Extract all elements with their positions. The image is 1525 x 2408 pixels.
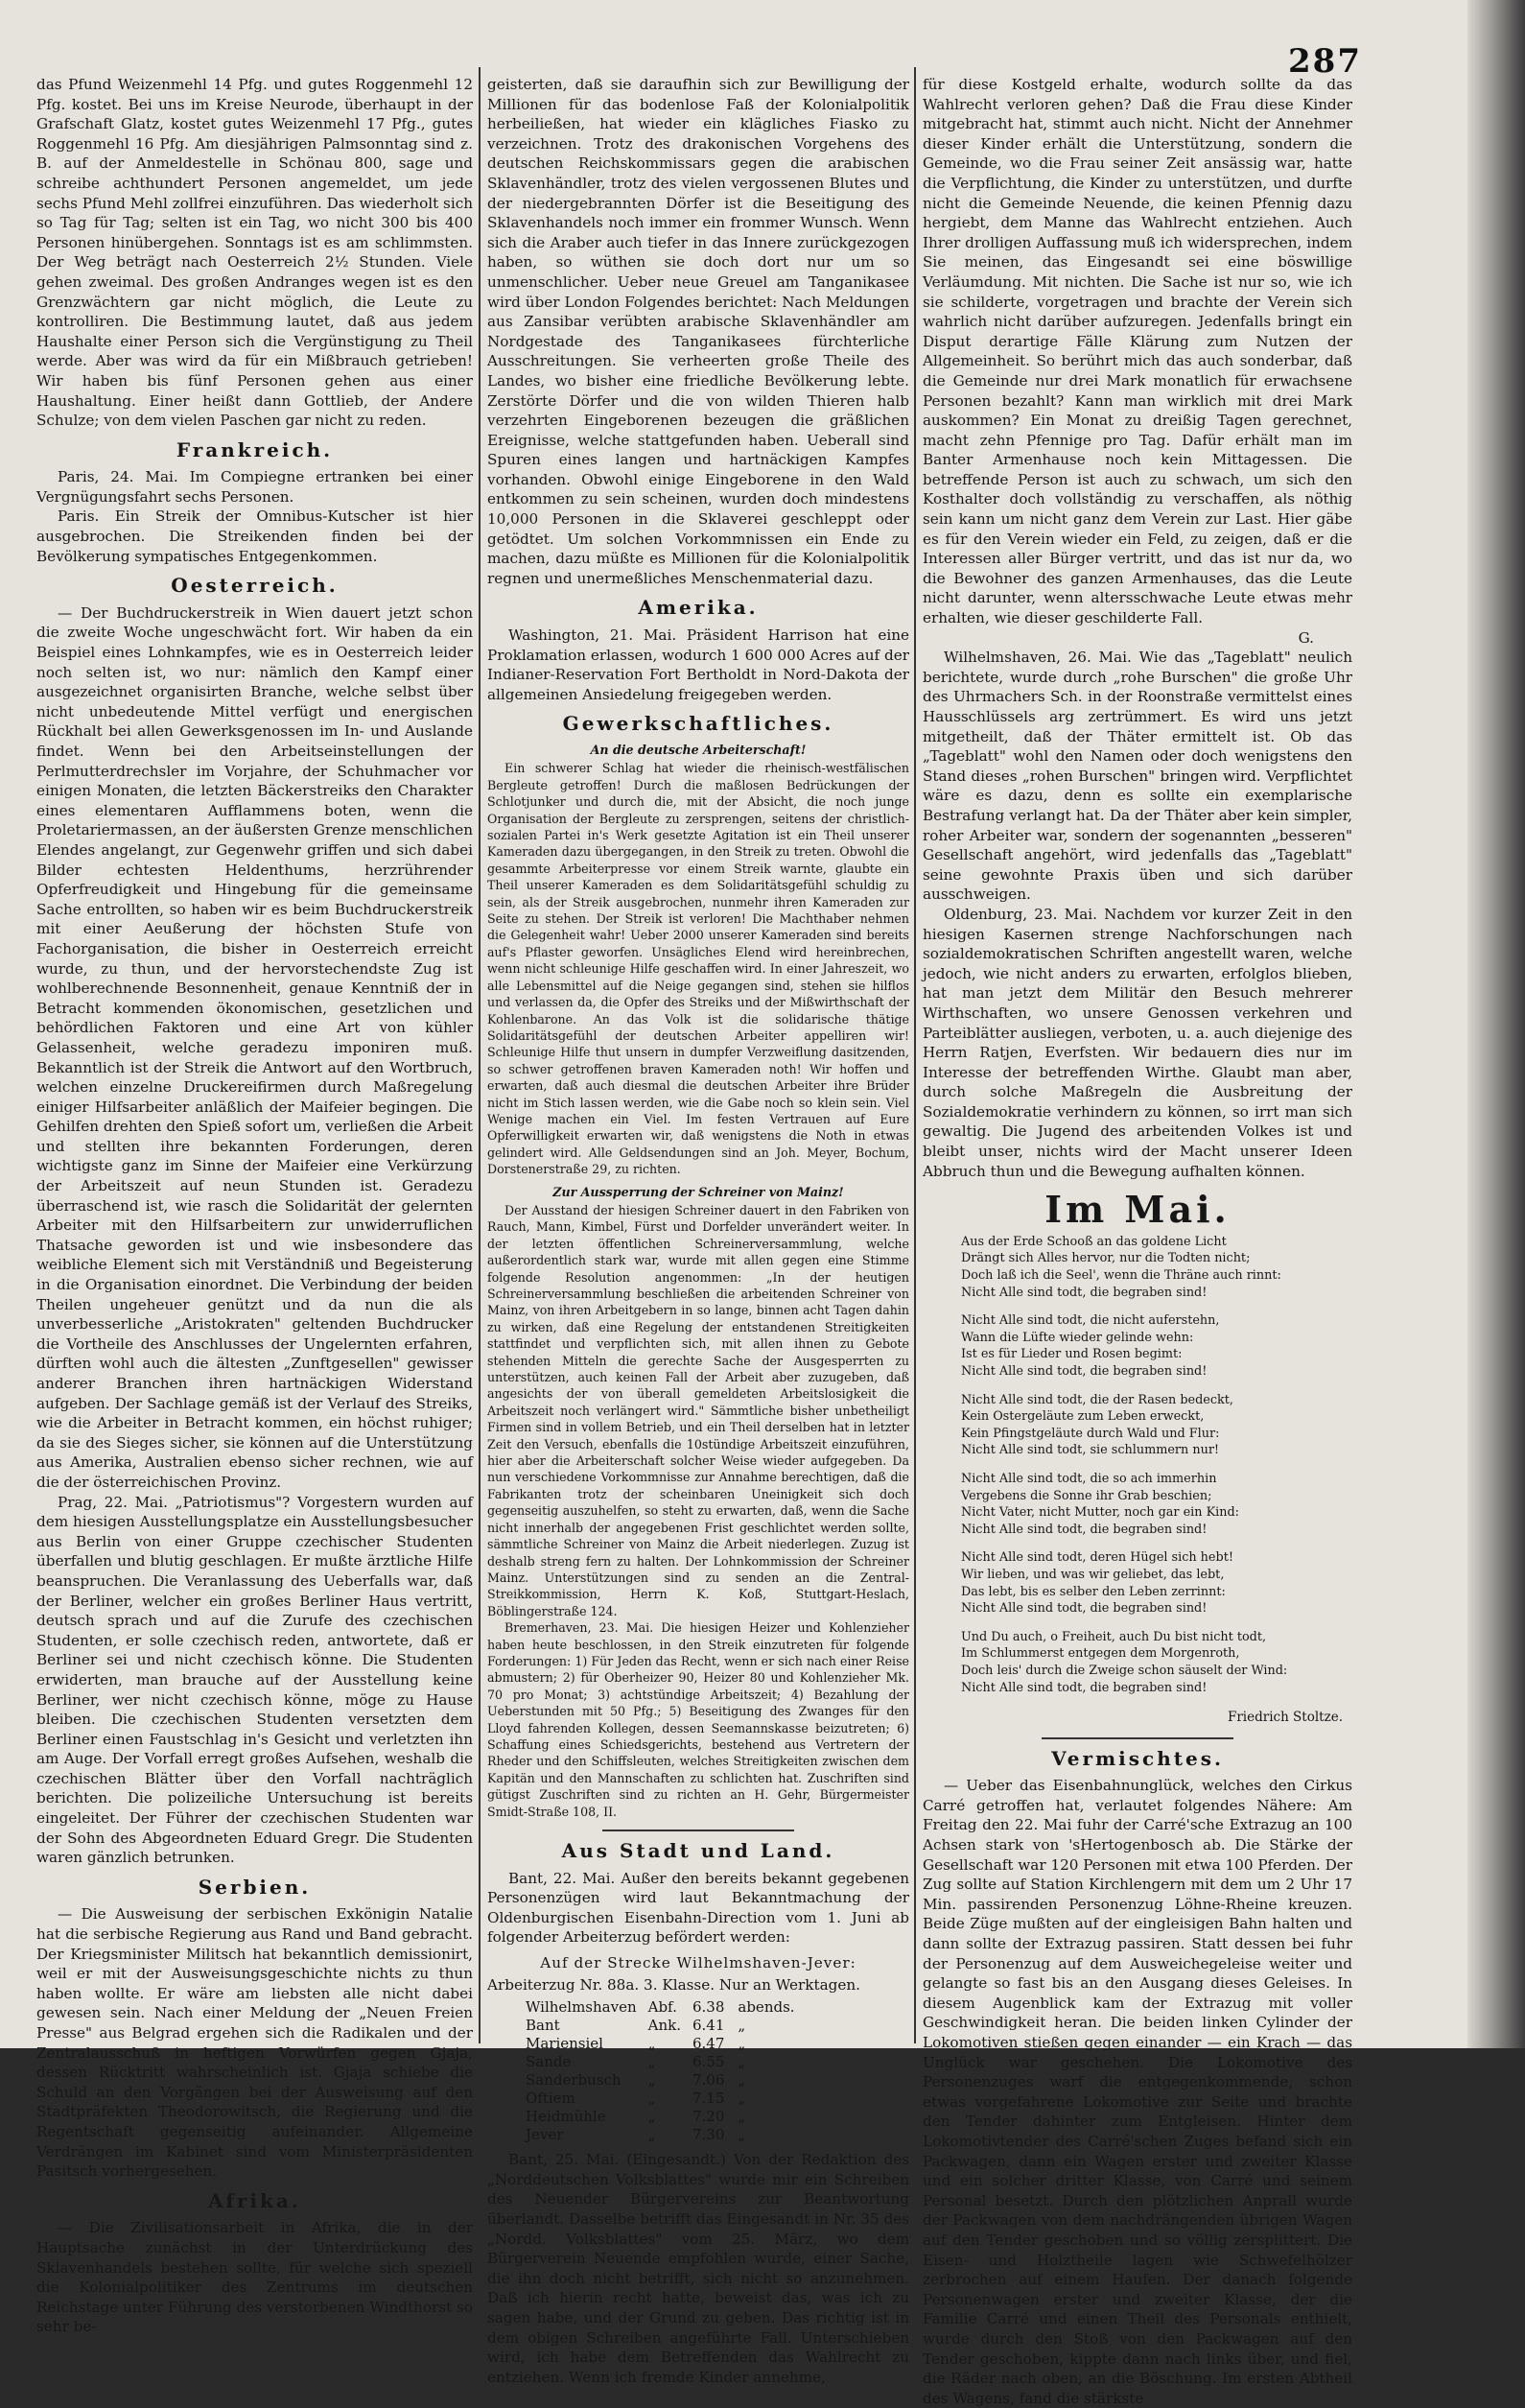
poem-line: Nicht Alle sind todt, die begraben sind! — [961, 1364, 1208, 1379]
timetable-mark: „ — [647, 2035, 656, 2053]
column-1 — [36, 75, 473, 2336]
timetable-row — [526, 1998, 807, 2017]
poem-line: Vergebens die Sonne ihr Grab beschien; — [961, 1488, 1212, 1503]
poem-line: Nicht Alle sind todt, die so ach immerhin — [961, 1471, 1217, 1486]
poem-line: Nicht Alle sind todt, die begraben sind! — [961, 1522, 1208, 1537]
poem-line: Drängt sich Alles hervor, nur die Todten nicht; — [961, 1251, 1251, 1266]
page-edge — [1467, 0, 1525, 2048]
article-oldenburg: Oldenburg, 23. Mai. Nachdem vor kurzer Zeit in den hiesigen Kasernen strenge Nachforschungen nach sozialdemokratischen Schriften angestellt waren, welche jedoch, wie nicht anders zu erwarten, erfolglos blieben, hat man jetzt dem Militär den Besuch mehrerer Wirthschaften, wo unsere Genossen verkehren und Parteiblätter ausliegen, verboten, u. a. auch diejenige des Herrn Ratjen, Everfsten. Wir bedauern dies nur im Interesse der betreffenden Wirthe. Glaubt man aber, durch solche Maßregeln die Ausbreitung der Sozialdemokratie verhindern zu können, so irrt man sich gewaltig. Die Jugend des arbeitenden Volkes ist und bleibt unser, nichts wird der Macht unserer Ideen Abbruch thun und die Bewegung aufhalten können. — [923, 905, 1352, 1180]
timetable-time: 6.47 — [692, 2035, 725, 2053]
timetable-station: Bant — [526, 2017, 560, 2035]
poem-line: Aus der Erde Schooß an das goldene Licht — [961, 1234, 1227, 1249]
timetable-note: abends. — [738, 1998, 795, 2017]
section-divider — [602, 1830, 794, 1831]
article-paragraph: das Pfund Weizenmehl 14 Pfg. und gutes Roggenmehl 12 Pfg. kostet. Bei uns im Kreise Neurode, überhaupt in der Grafschaft Glatz, kostet gutes Weizenmehl 17 Pfg., gutes Roggenmehl 16 Pfg. Am diesjährigen Palmsonntag sind z. B. auf der Anmeldestelle in Schönau 800, sage und schreibe achthundert Personen angemeldet, um jede sechs Pfund Mehl zollfrei einzuführen. Das wiederholt sich so Tag für Tag; selten ist ein Tag, wo nicht 300 bis 400 Personen hinübergehen. Sonntags ist es am schlimmsten. Der Weg beträgt nach Oesterreich 2½ Stunden. Viele gehen zweimal. Des großen Andranges wegen ist es den Grenzwächtern gar nicht möglich, die Leute zu kontrolliren. Die Bestimmung lautet, daß aus jedem Haushalte einer Person sich die Vergünstigung zu Theil werde. Aber was wird da für ein Mißbrauch getrieben! Wir haben bis fünf Personen gehen aus einer Haushaltung. Einer heißt dann Gottlieb, der Andere Schulze; von dem vielen Paschen gar nicht zu reden. — [36, 76, 473, 430]
poem-line: Nicht Alle sind todt, sie schlummern nur! — [961, 1443, 1220, 1458]
article-afrika-continued: geisterten, daß sie daraufhin sich zur Bewilligung der Millionen für das bodenlose Faß der Kolonialpolitik herbeiließen, hat wieder ein klägliches Fiasko zu verzeichnen. Trotz des drakonischen Vorgehens des deutschen Reichskommissars gegen die arabischen Sklavenhändler, trotz des vielen vergossenen Blutes und der niedergebrannten Dörfer ist die Beseitigung des Sklavenhandels noch immer ein frommer Wunsch. Wenn sich die Araber auch tiefer in das Innere zurückgezogen haben, so wüthen sie doch dort nur um so unmenschlicher. Ueber neue Greuel am Tanganikasee wird über London Folgendes berichtet: Nach Meldungen aus Zansibar verübten arabische Sklavenhändler am Nordgestade des Tanganikasees fürchterliche Ausschreitungen. Sie verheerten große Theile des Landes, wo bisher eine friedliche Bevölkerung lebte. Zerstörte Dörfer und die von wilden Thieren halb verzehrten Eingeborenen bezeugen die gräßlichen Ereignisse, welche stattgefunden haben. Ueberall sind Spuren eines langen und hartnäckigen Kampfes vorhanden. Obwohl einige Eingeborene in den Wald entkommen zu sein scheinen, wurden doch mindestens 10,000 Personen in die Sklaverei geschleppt oder getödtet. Um solchen Vorkommnissen ein Ende zu machen, dazu müßte es Millionen für die Kolonialpolitik regnen und unermeßliches Menschenmaterial dazu. — [487, 76, 909, 587]
poem-line: Das lebt, bis es selber den Leben zerrinnt: — [961, 1584, 1226, 1599]
article-paris-2: Paris. Ein Streik der Omnibus-Kutscher ist hier ausgebrochen. Die Streikenden finden bei der Bevölkerung sympatisches Entgegenkommen. — [36, 508, 473, 565]
poem-line: Kein Ostergeläute zum Leben erweckt, — [961, 1409, 1205, 1425]
poem-stanza — [961, 1392, 1352, 1459]
timetable-time: 7.15 — [692, 2089, 725, 2108]
signature: G. — [1298, 628, 1314, 647]
timetable-station: Oftiem — [526, 2089, 575, 2108]
article-prag: Prag, 22. Mai. „Patriotismus"? Vorgestern wurden auf dem hiesigen Ausstellungsplatze ein Ausstellungsbesucher aus Berlin von einer Gruppe czechischer Studenten überfallen und blutig geschlagen. Er mußte ärztliche Hilfe beanspruchen. Die Veranlassung des Ueberfalls war, daß der Berliner, welcher ein großes Berliner Haus vertritt, deutsch sprach und auf die Zurufe des czechischen Studenten, er solle czechisch reden, antwortete, daß er Berliner sei und nicht czechisch könne. Die Studenten erwiderten, man brauche auf der Ausstellung keine Berliner, wer nicht czechisch könne, möge zu Hause bleiben. Die czechischen Studenten versetzten dem Berliner einen Faustschlag in's Gesicht und verletzten ihn am Auge. Der Vorfall erregt großes Aufsehen, weshalb die czechischen Blätter über den Vorfall nachträglich berichten. Die polizeiliche Untersuchung ist bereits eingeleitet. Der Führer der czechischen Studenten war der Sohn des Abgeordneten Eduard Gregr. Die Studenten waren gänzlich betrunken. — [36, 1493, 473, 1867]
timetable-mark: „ — [647, 2089, 656, 2108]
section-heading-stadt-und-land: Aus Stadt und Land. — [561, 1839, 835, 1862]
poem-line: Nicht Alle sind todt, die begraben sind! — [961, 1680, 1208, 1695]
timetable-station: Sanderbusch — [526, 2071, 622, 2089]
poem-line: Nicht Alle sind todt, die nicht auferstehn, — [961, 1313, 1220, 1329]
poem-line: Ist es für Lieder und Rosen begimt: — [961, 1347, 1183, 1362]
article-serbien: — Die Ausweisung der serbischen Exkönigin Natalie hat die serbische Regierung aus Rand und Band gebracht. Der Kriegsminister Militsch hat bekanntlich demissionirt, weil er mit der Ausweisungsgeschichte nichts zu thun haben wollte. Er wäre am liebsten alle nicht dabei gewesen sein. Nach einer Meldung der „Neuen Freien Presse" aus Belgrad ergehen sich die Radikalen und der Zentralausschuß in heftigen Vorwürfen gegen Gjaja, dessen Rücktritt wahrscheinlich ist. Gjaja schiebe die Schuld an den Vorgängen bei der Ausweisung auf den Stadtpräfekten Theodorowitsch, die Regierung und die Regentschaft gegenseitig aufeinander. Allgemeine Verdrängen im Kabinet sind vom Ministerpräsidenten Pasitsch vorhergesehen. — [36, 1905, 473, 2181]
poem-stanza — [961, 1471, 1352, 1538]
article-bant-1: Bant, 22. Mai. Außer den bereits bekannt gegebenen Personenzügen wird laut Bekanntmachung der Oldenburgischen Eisenbahn-Direction vom 1. Juni ab folgender Arbeiterzug befördert werden: — [487, 1869, 909, 1947]
timetable-time: 6.55 — [692, 2053, 725, 2071]
timetable-mark: Abf. — [647, 1998, 677, 2017]
timetable-row — [526, 2089, 807, 2108]
timetable-row — [526, 2108, 807, 2126]
article-paris-1: Paris, 24. Mai. Im Compiegne ertranken bei einer Vergnügungsfahrt sechs Personen. — [36, 468, 473, 506]
subheading-mainz: Zur Aussperrung der Schreiner von Mainz! — [552, 1184, 844, 1199]
section-heading-oesterreich: Oesterreich. — [171, 574, 339, 598]
poem-author: Friedrich Stoltze. — [1227, 1710, 1343, 1726]
timetable-station: Heidmühle — [526, 2108, 606, 2126]
timetable-note: „ — [738, 2017, 746, 2035]
section-heading-gewerkschaftliches: Gewerkschaftliches. — [562, 712, 834, 736]
timetable-station: Sande — [526, 2053, 572, 2071]
article-afrika: — Die Zivilisationsarbeit in Afrika, die in der Hauptsache zunächst in der Unterdrückung des Sklavenhandels bestehen sollte, für welche sich speziell die Kolonialpolitiker des Zentrums im deutschen Reichstage unter Führung des verstorbenen Windthorst so sehr be- — [36, 2219, 473, 2336]
timetable-row — [526, 2126, 807, 2144]
column-3 — [923, 75, 1353, 2407]
article-bant-2: Bant, 25. Mai. (Eingesandt.) Von der Redaktion des „Norddeutschen Volksblattes" wurde mir ein Schreiben des Neuender Bürgervereins zur Beantwortung überlandt. Dasselbe betrifft das Eingesandt in Nr. 35 des „Nordd. Volksblattes" vom 25. März, wo dem Bürgerverein Neuende empfohlen wurde, einer Sache, die ihn doch nicht betrifft, sich nicht so anzunehmen. Daß ich hierin recht hatte, beweist das, was ich zu sagen habe, und der Grund zu geben. Das richtig ist in dem obigen Schreiben angeführte Fall. Unterschieben wird, ich habe dem Betreffenden das Wahlrecht zu entziehen. Wenn ich fremde Kinder annehme, — [487, 2151, 909, 2386]
section-heading-serbien: Serbien. — [198, 1875, 312, 1899]
article-washington: Washington, 21. Mai. Präsident Harrison hat eine Proklamation erlassen, wodurch 1 600 000 Acres auf der Indianer-Reservation Fort Bertholdt in Nord-Dakota der allgemeinen Ansiedelung freigegeben werden. — [487, 626, 909, 703]
subheading-arbeiterschaft: An die deutsche Arbeiterschaft! — [590, 743, 807, 757]
timetable-station: Jever — [526, 2126, 564, 2144]
column-2 — [487, 75, 909, 2386]
poem-stanza — [961, 1549, 1352, 1617]
poem-line: Nicht Alle sind todt, die begraben sind! — [961, 1601, 1208, 1617]
poem-line: Doch leis' durch die Zweige schon säuselt der Wind: — [961, 1663, 1288, 1678]
poem-title: Im Mai. — [1044, 1188, 1231, 1232]
timetable-mark: „ — [647, 2126, 656, 2144]
poem — [961, 1234, 1352, 1696]
poem-line: Kein Pfingstgeläute durch Wald und Flur: — [961, 1426, 1220, 1441]
timetable-mark: „ — [647, 2071, 656, 2089]
timetable-note: „ — [738, 2089, 746, 2108]
timetable-row — [526, 2071, 807, 2089]
timetable-mark: „ — [647, 2108, 656, 2126]
timetable — [526, 1998, 807, 2144]
timetable-mark: „ — [647, 2053, 656, 2071]
timetable-station: Wilhelmshaven — [526, 1998, 637, 2017]
timetable-note: „ — [738, 2071, 746, 2089]
timetable-row — [526, 2053, 807, 2071]
section-heading-frankreich: Frankreich. — [176, 437, 334, 461]
poem-line: Wann die Lüfte wieder gelinde wehn: — [961, 1330, 1194, 1345]
poem-stanza — [961, 1629, 1352, 1696]
timetable-mark: Ank. — [647, 2017, 681, 2035]
poem-line: Doch laß ich die Seel', wenn die Thräne auch rinnt: — [961, 1268, 1281, 1284]
poem-line: Nicht Alle sind todt, deren Hügel sich hebt! — [961, 1550, 1233, 1566]
timetable-station: Mariensiel — [526, 2035, 603, 2053]
timetable-row — [526, 2017, 807, 2035]
article-buchdruckerstreik: — Der Buchdruckerstreik in Wien dauert jetzt schon die zweite Woche ungeschwächt fort. Wir haben da ein Beispiel eines Lohnkampfes, wie es in Oesterreich leider noch selten ist, wo nur: nämlich den Kampf einer ausgezeichnet organisirten Branche, welche selbst über nicht unbedeutende Mittel verfügt und energischen Rückhalt bei allen Gewerksgenossen im In- und Auslande findet. Wenn bei den Arbeitseinstellungen der Perlmutterdrechsler im Vorjahre, der Schuhmacher vor einigen Monaten, die letzten Bäckerstreiks den Charakter eines elementaren Aufflammens boten, wenn die Proletariermassen, an der äußersten Grenze menschlichen Elendes angelangt, zur Gegenwehr griffen und sich dabei Bilder echtesten Heldenthums, herzrührender Opferfreudigkeit und Hingebung für die gemeinsame Sache entrollten, so haben wir es beim Buchdruckerstreik mit einer Aeußerung der höchsten Stufe von Fachorganisation, die bisher in Oesterreich erreicht wurde, zu thun, und der hervorstechendste Zug ist wohlberechnende Besonnenheit, genaue Kenntniß der in Betracht kommenden ökonomischen, gesetzlichen und behördlichen Faktoren und eine Art von kühler Gelassenheit, welche geradezu imponiren muß. Bekanntlich ist der Streik die Antwort auf den Wortbruch, welchen einzelne Druckereifirmen durch Maßregelung einiger Hilfsarbeiter anläßlich der Maifeier begingen. Die Gehilfen drehten den Spieß sofort um, verließen die Arbeit und stellten ihre bekannten Forderungen, deren wichtigste ganz im Sinne der Maifeier eine Verkürzung der Arbeitszeit auf neun Stunden ist. Geradezu überraschend ist, wie rasch die Solidarität der gelernten Arbeiter mit den Hilfsarbeitern zur unwiderruflichen Thatsache geworden ist und wie insbesondere das weibliche Element sich mit Verständniß und Begeisterung in die Organisation einordnet. Die Verbindung der beiden Theilen ungeheuer genützt und da nun die als unverbesserliche „Aristokraten" geltenden Buchdrucker die Vortheile des Anschlusses der Ungelernten erfahren, dürften wohl auch die ältesten „Zunftgesellen" gewisser anderer Branchen ihren hartnäckigen Widerstand aufgeben. Der Sachlage gemäß ist der Verlauf des Streiks, wie die Arbeiter in Betracht kommen, ein höchst ruhiger; da sie des Sieges sicher, sie können auf die Unterstützung aus Amerika, Australien ebenso sicher rechnen, wie auf die der österreichischen Provinz. — [36, 603, 473, 1491]
article-bant-continued: für diese Kostgeld erhalte, wodurch sollte da das Wahlrecht verloren gehen? Daß die Frau diese Kinder mitgebracht hat, stimmt auch nicht. Nicht der Annehmer dieser Kinder erhält die Unterstützung, sondern die Gemeinde, wo die Frau seiner Zeit ansässig war, hatte die Verpflichtung, die Kinder zu unterstützen, und durfte nicht die Gemeinde Neuende, die keinen Pfennig dazu hergiebt, dem Manne das Wahlrecht entziehen. Auch Ihrer drolligen Auffassung muß ich widersprechen, indem Sie meinen, das Eingesandt sei eine böswillige Verläumdung. Mit nichten. Die Sache ist nur so, wie ich sie schilderte, vorgetragen und brachte der Verein sich wahrlich nicht darüber aufzuregen. Jedenfalls bringt ein Disput derartige Fälle Klärung zum Nutzen der Allgemeinheit. So berührt mich das auch sonderbar, daß die Gemeinde nur drei Mark monatlich für erwachsene Personen bezahlt? Kann man wirklich mit drei Mark auskommen? Ein Monat zu dreißig Tagen gerechnet, macht zehn Pfennige pro Tag. Dafür erhält man im Banter Armenhause noch kein Mittagessen. Die betreffende Person ist auch zu schwach, um sich den Kosthalter doch vollständig zu verschaffen, als nöthig sein kann um nicht ganz dem Verein zur Last. Hier gäbe es für den Verein wieder ein Feld, zu zeigen, daß er die Interessen aller Bürger vertritt, und das ist nur da, wo die Bewohner des ganzen Armenhauses, das die Leute nicht darunter, wenn altersschwache Leute etwas mehr erhalten, wie dieser geschilderte Fall. — [923, 76, 1352, 627]
section-heading-amerika: Amerika. — [638, 596, 759, 620]
section-heading-vermischtes: Vermischtes. — [1051, 1746, 1224, 1770]
article-wilhelmshaven: Wilhelmshaven, 26. Mai. Wie das „Tageblatt" neulich berichtete, wurde durch „rohe Burschen" die große Uhr des Uhrmachers Sch. in der Roonstraße vermittelst eines Hausschlüssels arg zertrümmert. Es wird uns jetzt mitgetheilt, daß der Thäter ermittelt ist. Ob das „Tageblatt" wohl den Namen oder doch wenigstens den Stand dieses „rohen Burschen" bringen wird. Verpflichtet wäre es dazu, denn es sollte ein exemplarische Bestrafung verlangt hat. Da der Thäter aber kein simpler, roher Arbeiter war, sondern der sogenannten „besseren" Gesellschaft angehört, wird jedenfalls das „Tageblatt" seine gewohnte Praxis üben und sich darüber ausschweigen. — [923, 649, 1352, 904]
timetable-time: 7.06 — [692, 2071, 725, 2089]
article-eisenbahnunglueck: — Ueber das Eisenbahnunglück, welches den Cirkus Carré getroffen hat, verlautet folgendes Nähere: Am Freitag den 22. Mai fuhr der Carré'sche Extrazug an 100 Achsen stark von 'sHertogenbosch ab. Die Stärke der Gesellschaft war 120 Personen mit etwa 100 Pferden. Der Zug sollte auf Station Kirchlengern mit dem um 2 Uhr 17 Min. passirenden Personenzug Löhne-Rheine kreuzen. Beide Züge mußten auf der eingleisigen Bahn halten und dann sollte der Extrazug passiren. Statt dessen bei fuhr der Personenzug auf dem Ausweichegeleise weiter und gelangte so fast bis an den Ausgang dieses Geleises. In diesem Augenblick kam der Extrazug mit voller Geschwindigkeit heran. Die beiden linken Cylinder der Lokomotiven stießen gegen einander — ein Krach — das Unglück war geschehen. Die Lokomotive des Personenzuges warf die entgegenkommende, schon etwas vorgefahrene Lokomotive zur Seite und brachte den Tender dahinter zum Entgleisen. Hinter dem Lokomotivtender des Carré'schen Zuges befand sich ein Packwagen, dann ein Wagen erster und zweiter Klasse und ein solcher dritter Klasse, von Carré und seinem Personal besetzt. Durch den plötzlichen Anprall wurde der Packwagen von dem nachdrängenden übrigen Wagen auf den Tender geschoben und so völlig zersplittert. Die Eisen- und Holztheile lagen wie Schwefelhölzer zerbrochen auf einem Haufen. Der danach folgende Personenwagen erster und zweiter Klasse, der die Familie Carré und einen Theil des Personals enthielt, wurde durch den Stoß von den Packwagen auf den Tender geschoben, kippte dann nach links über, und fiel, die Räder nach oben, an die Böschung. Im ersten Abtheil des Wagens, fand die stärkste — [923, 1777, 1353, 2407]
route-heading: Auf der Strecke Wilhelmshaven-Jever: — [540, 1953, 856, 1971]
poem-line: Und Du auch, o Freiheit, auch Du bist nicht todt, — [961, 1629, 1267, 1644]
timetable-time: 6.38 — [692, 1998, 725, 2017]
timetable-row — [526, 2035, 807, 2053]
gewerkschaft-block — [487, 742, 909, 1820]
poem-line: Nicht Vater, nicht Mutter, noch gar ein Kind: — [961, 1505, 1239, 1521]
timetable-note: „ — [738, 2108, 746, 2126]
poem-stanza — [961, 1234, 1352, 1301]
timetable-time: 7.20 — [692, 2108, 725, 2126]
train-line: Arbeiterzug Nr. 88a. 3. Klasse. Nur an Werktagen. — [487, 1975, 860, 1994]
article-arbeiterschaft: Ein schwerer Schlag hat wieder die rheinisch-westfälischen Bergleute getroffen! Durch die maßlosen Bedrückungen der Schlotjunker und durch die, mit der Absicht, die noch junge Organisation der Bergleute zu zersprengen, seitens der christlich-sozialen Partei in's Werk gesetzte Agitation ist ein Theil unserer Kameraden dazu übergegangen, in den Streik zu treten. Obwohl die gesammte Arbeiterpresse vor einem Streik warnte, glaubte ein Theil unserer Kameraden es dem Solidaritätsgefühl schuldig zu sein, als der Streik ausgebrochen, nunmehr ihren Kameraden zur Seite zu stehen. Der Streik ist verloren! Die Machthaber nehmen die Gelegenheit wahr! Ueber 2000 unserer Kameraden sind bereits auf's Pflaster geworfen. Unsägliches Elend wird hereinbrechen, wenn nicht schleunige Hilfe geschaffen wird. In einer Jahreszeit, wo alle Lebensmittel auf die Neige gegangen sind, stehen sie hilflos und verlassen da, die Opfer des Streiks und der Mißwirthschaft der Kohlenbarone. An das Volk ist die solidarische thätige Solidaritätsgefühl der deutschen Arbeiter appelliren wir! Schleunige Hilfe thut unsern in dumpfer Verzweiflung dasitzenden, so schwer getroffenen braven Kameraden noth! Wir hoffen und erwarten, daß auch diesmal die deutschen Arbeiter ihre Brüder nicht im Stich lassen werden, wie die Gabe noch so klein sein. Viel Wenige machen ein Viel. Im festen Vertrauen auf Eure Opferwilligkeit erwarten wir, daß wenigstens die Noth in etwas gelindert wird. Alle Geldsendungen sind an Joh. Meyer, Bochum, Dorstenerstraße 29, zu richten. — [487, 761, 909, 1177]
column-rule-right — [914, 67, 916, 2043]
article-mainz: Der Ausstand der hiesigen Schreiner dauert in den Fabriken von Rauch, Mann, Kimbel, Fürst und Dorfelder unverändert weiter. In der letzten öffentlichen Schreinerversammlung, welche außerordentlich stark war, wurde mit allen gegen eine Stimme folgende Resolution angenommen: „In der heutigen Schreinerversammlung beschließen die arbeitenden Schreiner von Mainz, von ihren Arbeitgebern in so lange, binnen acht Tagen dahin zu wirken, daß eine Regelung der entstandenen Streitigkeiten stattfindet und verpflichten sich, mit allen ihnen zu Gebote stehenden Mitteln die gerechte Sache der Ausgesperrten zu unterstützen, auch keinen Fall der Arbeit aber zuzugeben, daß angesichts der von überall gemeldeten Arbeitslosigkeit die Arbeitszeit noch verlängert wird." Sämmtliche bisher unbetheiligt Firmen sind in vollem Betrieb, und ein Theil derselben hat in letzter Zeit den Versuch, ebenfalls die 10stündige Arbeitszeit einzuführen, hier aber die Arbeiterschaft solcher Weise wieder aufgegeben. Da nun verschiedene Vorkommnisse zur Annahme berechtigen, daß die Fabrikanten trotz der scheinbaren Uneinigkeit sich doch gegenseitig auszuhelfen, so steht zu erwarten, daß, wenn die Sache nicht innerhalb der angegebenen Frist geschlichtet werden sollte, sämmtliche Schreiner von Mainz die Arbeit niederlegen. Zuzug ist deshalb streng fern zu halten. Der Lohnkommission der Schreiner Mainz. Unterstützungen sind zu senden an die Zentral-Streikkommission, Herrn K. Koß, Stuttgart-Heslach, Böblingerstraße 124. — [487, 1202, 909, 1618]
article-bremerhaven: Bremerhaven, 23. Mai. Die hiesigen Heizer und Kohlenzieher haben heute beschlossen, in den Streik einzutreten für folgende Forderungen: 1) Für Jeden das Recht, wenn er sich nach einer Reise abmustern; 2) für Oberheizer 90, Heizer 80 und Kohlenzieher Mk. 70 pro Monat; 3) achtstündige Arbeitszeit; 4) Bezahlung der Ueberstunden mit 50 Pfg.; 5) Beseitigung des Zwanges für den Lloyd fahrenden Kollegen, dessen Seemannskasse beizutreten; 6) Schaffung eines Schiedsgerichts, bestehend aus Vertretern der Rheder und den Schiffsleuten, welches Streitigkeiten zwischen dem Kapitän und den Mannschaften zu schlichten hat. Zuschriften sind gütigst Zuschriften sind zu richten an H. Gehr, Bürgermeister Smidt-Straße 108, II. — [487, 1620, 909, 1819]
timetable-note: „ — [738, 2053, 746, 2071]
poem-line: Nicht Alle sind todt, die begraben sind! — [961, 1285, 1208, 1300]
poem-line: Nicht Alle sind todt, die der Rasen bedeckt, — [961, 1392, 1233, 1407]
poem-line: Wir lieben, und was wir geliebet, das lebt, — [961, 1567, 1225, 1582]
poem-stanza — [961, 1312, 1352, 1380]
section-divider — [1042, 1737, 1233, 1739]
timetable-note: „ — [738, 2126, 746, 2144]
section-heading-afrika: Afrika. — [208, 2188, 301, 2212]
timetable-time: 7.30 — [692, 2126, 725, 2144]
poem-line: Im Schlummerst entgegen dem Morgenroth, — [961, 1646, 1240, 1662]
column-rule-left — [479, 67, 481, 2043]
timetable-time: 6.41 — [692, 2017, 725, 2035]
page-number: 287 — [1288, 42, 1362, 81]
timetable-note: „ — [738, 2035, 746, 2053]
